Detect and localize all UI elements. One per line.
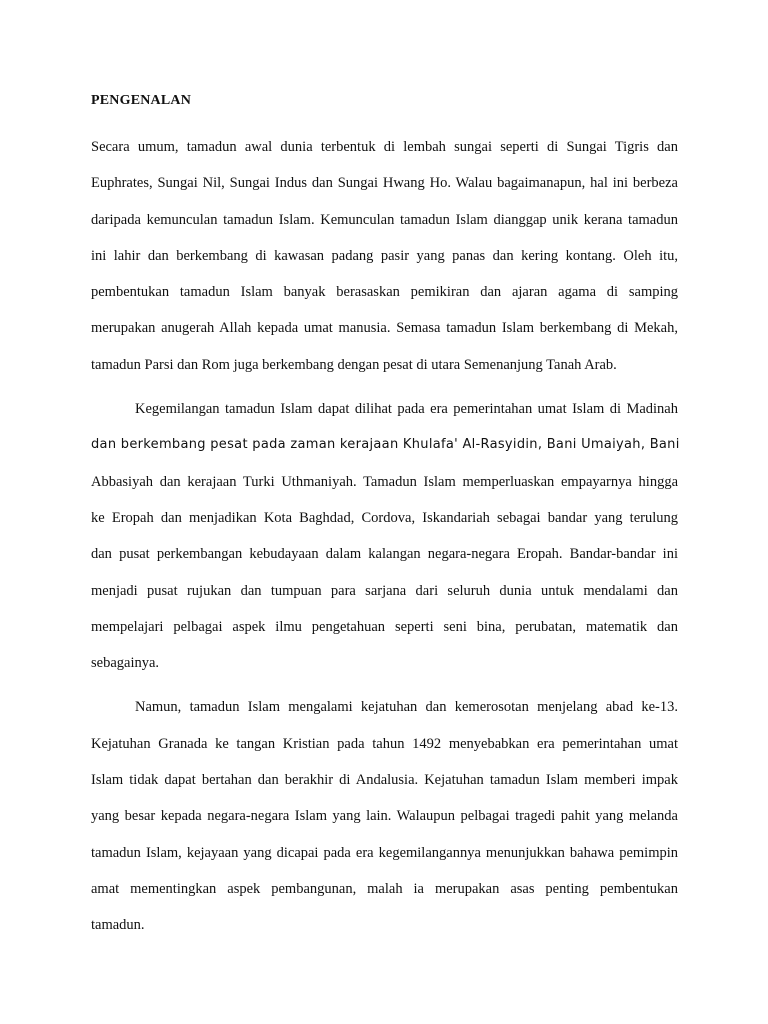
text-line: ke Eropah dan menjadikan Kota Baghdad, Cordova, Iskandariah sebagai bandar yang terulung (91, 509, 678, 526)
text-line: tamadun Islam, kejayaan yang dicapai pada era kegemilangannya menunjukkan bahawa pemimpin (91, 844, 678, 861)
text-line: mempelajari pelbagai aspek ilmu pengetahuan seperti seni bina, perubatan, matematik dan (91, 618, 678, 635)
text-line: Namun, tamadun Islam mengalami kejatuhan dan kemerosotan menjelang abad ke-13. (135, 699, 678, 716)
text-line: merupakan anugerah Allah kepada umat manusia. Semasa tamadun Islam berkembang di Mekah, (91, 320, 678, 337)
document-heading: PENGENALAN (91, 93, 192, 108)
text-line: daripada kemunculan tamadun Islam. Kemunculan tamadun Islam dianggap unik kerana tamadun (91, 211, 678, 228)
text-line: yang besar kepada negara-negara Islam yang lain. Walaupun pelbagai tragedi pahit yang melanda (91, 808, 678, 825)
text-line: Abbasiyah dan kerajaan Turki Uthmaniyah. Tamadun Islam memperluaskan empayarnya hingga (91, 473, 678, 490)
text-line: Kejatuhan Granada ke tangan Kristian pada tahun 1492 menyebabkan era pemerintahan umat (91, 735, 678, 752)
text-line: sebagainya. (91, 655, 160, 672)
text-line: tamadun Parsi dan Rom juga berkembang dengan pesat di utara Semenanjung Tanah Arab. (91, 356, 617, 373)
paragraph-1 (91, 129, 678, 383)
text-line: tamadun. (91, 917, 145, 934)
text-line: amat mementingkan aspek pembangunan, malah ia merupakan asas penting pembentukan (91, 880, 678, 897)
text-line: Euphrates, Sungai Nil, Sungai Indus dan Sungai Hwang Ho. Walau bagaimanapun, hal ini berbeza (91, 175, 678, 192)
text-line: Islam tidak dapat bertahan dan berakhir di Andalusia. Kejatuhan tamadun Islam memberi impak (91, 772, 678, 789)
text-line: Secara umum, tamadun awal dunia terbentuk di lembah sungai seperti di Sungai Tigris dan (91, 139, 678, 155)
text-line: pembentukan tamadun Islam banyak berasaskan pemikiran dan ajaran agama di samping (91, 284, 678, 301)
text-line: ini lahir dan berkembang di kawasan padang pasir yang panas dan kering kontang. Oleh itu, (91, 247, 678, 264)
paragraph-3 (91, 689, 678, 943)
text-line: menjadi pusat rujukan dan tumpuan para sarjana dari seluruh dunia untuk mendalami dan (91, 582, 678, 599)
text-line: Kegemilangan tamadun Islam dapat dilihat pada era pemerintahan umat Islam di Madinah (135, 401, 678, 418)
text-line: dan pusat perkembangan kebudayaan dalam kalangan negara-negara Eropah. Bandar-bandar ini (91, 546, 678, 563)
paragraph-2 (91, 391, 678, 681)
document-page (91, 86, 678, 952)
text-line: dan berkembang pesat pada zaman kerajaan Khulafa' Al-Rasyidin, Bani Umaiyah, Bani (91, 437, 680, 453)
